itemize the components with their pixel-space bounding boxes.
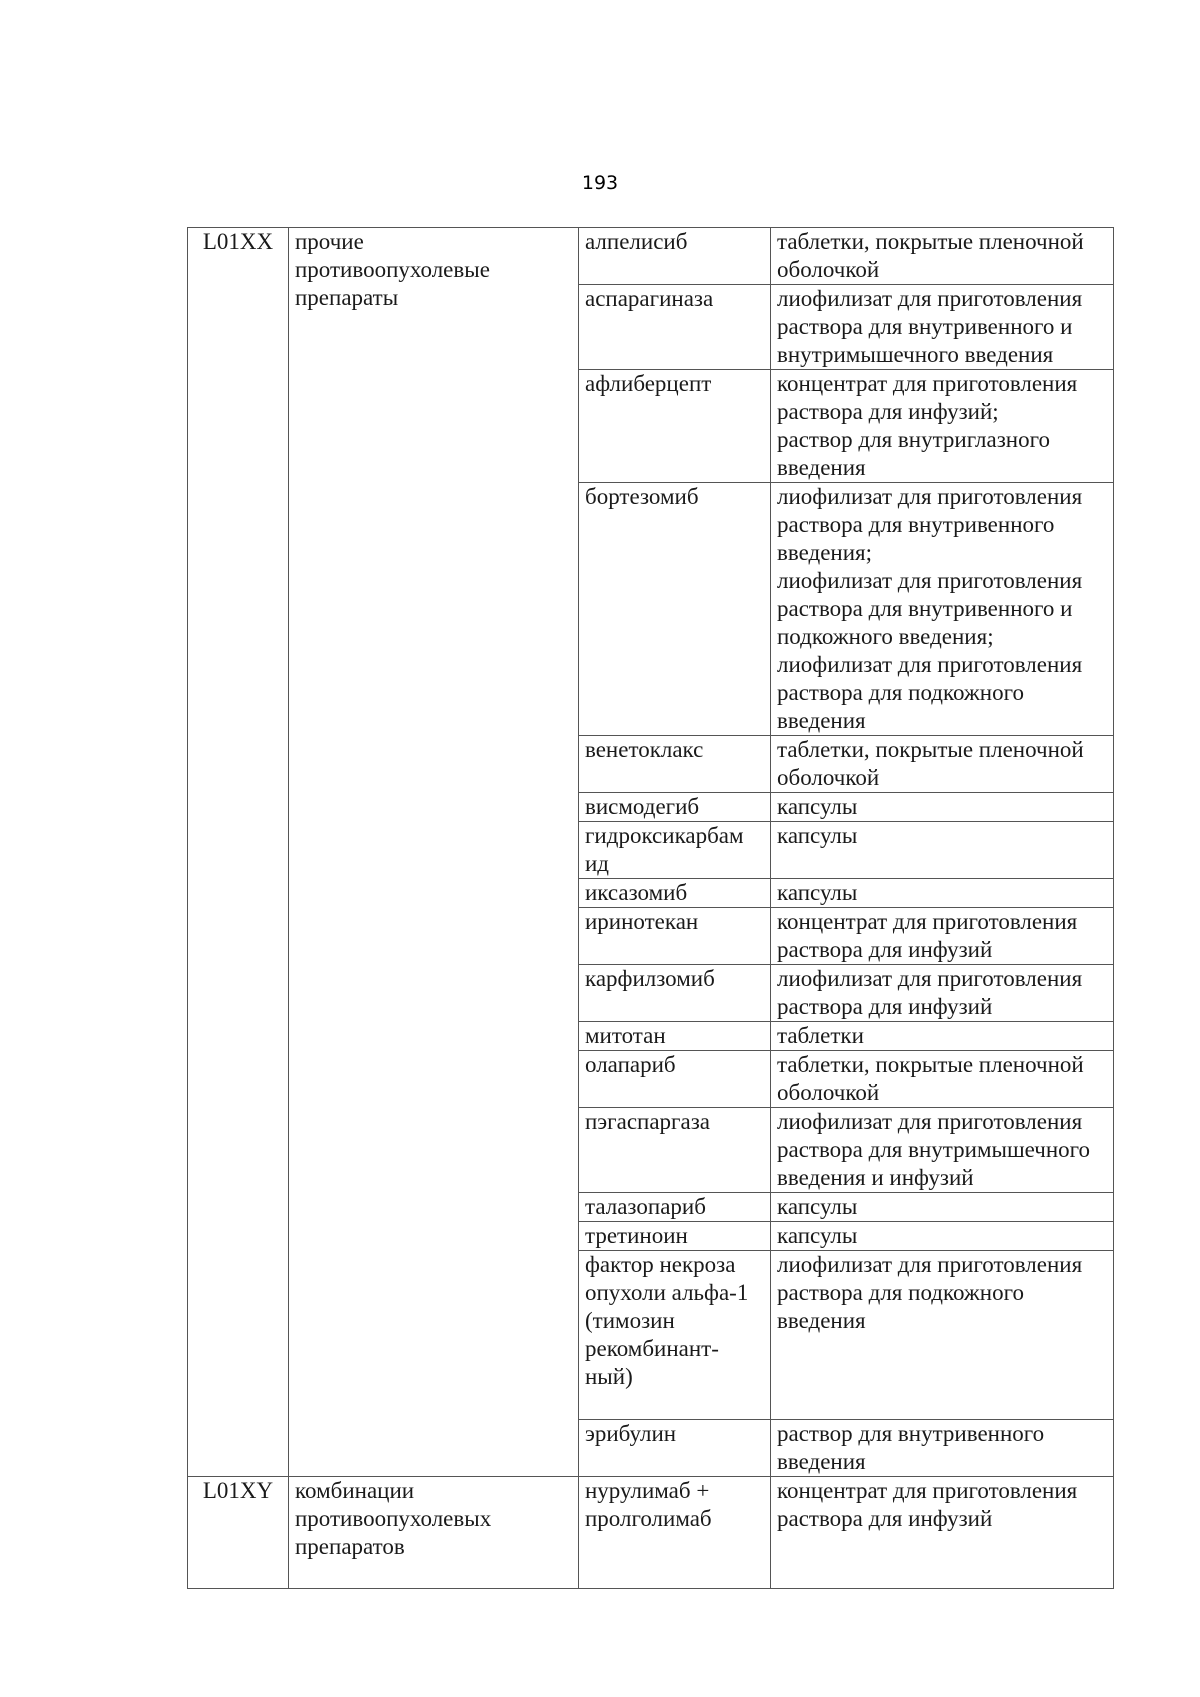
drug-name-text: талазопариб <box>585 1194 706 1219</box>
drug-name-cell <box>579 736 771 793</box>
drug-name-cell <box>579 370 771 483</box>
dosage-form-text: концентрат для приготовления раствора для инфузий <box>777 909 1078 962</box>
drug-name-cell <box>579 1420 771 1477</box>
drug-name-text: олапариб <box>585 1052 676 1077</box>
dosage-form-cell <box>771 370 1114 483</box>
table-row <box>188 1477 1114 1589</box>
atc-code-cell: L01XY <box>188 1477 289 1589</box>
dosage-form-text: капсулы <box>777 1194 858 1219</box>
drug-name-cell <box>579 1108 771 1193</box>
drug-name-text: карфилзомиб <box>585 966 715 991</box>
drug-table <box>187 227 1114 1589</box>
dosage-form-text: капсулы <box>777 1223 858 1248</box>
drug-name-text: висмодегиб <box>585 794 700 819</box>
group-name-text: прочие противоопухолевые препараты <box>295 229 490 310</box>
drug-name-text: эрибулин <box>585 1421 677 1446</box>
dosage-form-text: концентрат для приготовления раствора для инфузий <box>777 1478 1078 1531</box>
dosage-form-text: лиофилизат для приготовления раствора для внутривенного введения; лиофилизат для приготовления раствора для внутривенного и подкожного введения; лиофилизат для приготовления раствора для подкожного введения <box>777 484 1083 733</box>
drug-name-text: митотан <box>585 1023 666 1048</box>
dosage-form-text: лиофилизат для приготовления раствора для подкожного введения <box>777 1252 1083 1333</box>
drug-name-cell <box>579 1022 771 1051</box>
drug-name-text: аспарагиназа <box>585 286 714 311</box>
drug-name-cell <box>579 1051 771 1108</box>
dosage-form-text: капсулы <box>777 880 858 905</box>
dosage-form-cell <box>771 1420 1114 1477</box>
group-name-text: комбинации противоопухолевых препаратов <box>295 1478 492 1559</box>
drug-name-text: фактор некроза опухоли альфа-1 (тимозин рекомбинант- ный) <box>585 1252 749 1389</box>
dosage-form-text: раствор для внутривенного введения <box>777 1421 1045 1474</box>
dosage-form-text: лиофилизат для приготовления раствора для инфузий <box>777 966 1083 1019</box>
drug-name-text: третиноин <box>585 1223 688 1248</box>
dosage-form-cell <box>771 1022 1114 1051</box>
dosage-form-text: таблетки, покрытые пленочной оболочкой <box>777 229 1084 282</box>
drug-name-text: бортезомиб <box>585 484 699 509</box>
drug-name-text: пэгаспаргаза <box>585 1109 710 1134</box>
dosage-form-text: лиофилизат для приготовления раствора для внутривенного и внутримышечного введения <box>777 286 1083 367</box>
dosage-form-cell <box>771 1193 1114 1222</box>
dosage-form-cell <box>771 1251 1114 1420</box>
dosage-form-text: таблетки, покрытые пленочной оболочкой <box>777 1052 1084 1105</box>
dosage-form-text: капсулы <box>777 823 858 848</box>
dosage-form-cell <box>771 1108 1114 1193</box>
dosage-form-cell <box>771 793 1114 822</box>
dosage-form-cell <box>771 285 1114 370</box>
table-row <box>188 228 1114 285</box>
dosage-form-text: капсулы <box>777 794 858 819</box>
drug-name-text: алпелисиб <box>585 229 688 254</box>
dosage-form-cell <box>771 908 1114 965</box>
drug-name-text: венетоклакс <box>585 737 704 762</box>
drug-name-cell <box>579 1193 771 1222</box>
dosage-form-cell <box>771 822 1114 879</box>
drug-name-text: нурулимаб + пролголимаб <box>585 1478 712 1531</box>
drug-name-cell <box>579 965 771 1022</box>
page-number: 193 <box>581 172 619 194</box>
drug-name-text: афлиберцепт <box>585 371 712 396</box>
drug-name-cell <box>579 1477 771 1589</box>
dosage-form-cell <box>771 879 1114 908</box>
drug-name-text: гидроксикарбам ид <box>585 823 744 876</box>
dosage-form-cell <box>771 965 1114 1022</box>
dosage-form-cell <box>771 228 1114 285</box>
drug-name-cell <box>579 908 771 965</box>
group-name-cell <box>289 1477 579 1589</box>
dosage-form-cell <box>771 1477 1114 1589</box>
dosage-form-text: концентрат для приготовления раствора для инфузий; раствор для внутриглазного введения <box>777 371 1078 480</box>
drug-name-cell <box>579 1251 771 1420</box>
drug-name-cell <box>579 793 771 822</box>
drug-name-text: иксазомиб <box>585 880 688 905</box>
drug-name-text: иринотекан <box>585 909 699 934</box>
drug-name-cell <box>579 879 771 908</box>
dosage-form-cell <box>771 736 1114 793</box>
dosage-form-text: лиофилизат для приготовления раствора для внутримышечного введения и инфузий <box>777 1109 1091 1190</box>
group-name-cell <box>289 228 579 1477</box>
drug-name-cell <box>579 1222 771 1251</box>
dosage-form-cell <box>771 1222 1114 1251</box>
drug-name-cell <box>579 285 771 370</box>
dosage-form-cell <box>771 1051 1114 1108</box>
drug-name-cell <box>579 228 771 285</box>
drug-name-cell <box>579 483 771 736</box>
dosage-form-text: таблетки <box>777 1023 864 1048</box>
dosage-form-text: таблетки, покрытые пленочной оболочкой <box>777 737 1084 790</box>
drug-name-cell <box>579 822 771 879</box>
dosage-form-cell <box>771 483 1114 736</box>
atc-code-cell: L01XX <box>188 228 289 1477</box>
